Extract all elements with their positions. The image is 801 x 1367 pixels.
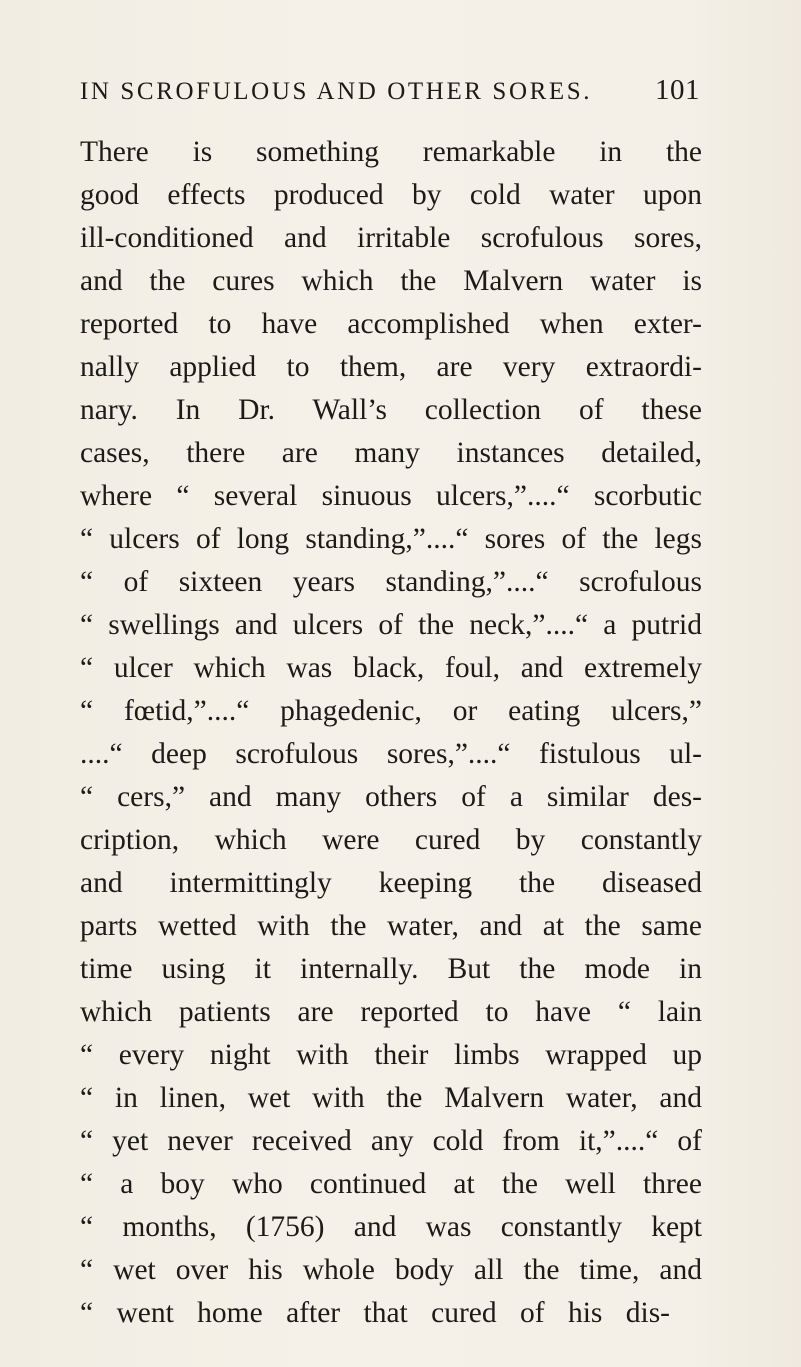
text-line: good effects produced by cold water upon xyxy=(80,179,702,211)
page-number: 101 xyxy=(655,74,700,106)
text-line: “ every night with their limbs wrapped up xyxy=(80,1039,702,1071)
text-line: nally applied to them, are very extraordi- xyxy=(80,351,702,383)
text-line: ....“ deep scrofulous sores,”....“ fistulous ul- xyxy=(80,738,702,770)
text-line: “ in linen, wet with the Malvern water, and xyxy=(80,1082,702,1114)
text-line: time using it internally. But the mode in xyxy=(80,953,702,985)
text-line: and the cures which the Malvern water is xyxy=(80,265,702,297)
body-paragraph xyxy=(80,131,702,1335)
running-title: IN SCROFULOUS AND OTHER SORES. xyxy=(80,78,593,105)
text-line: nary. In Dr. Wall’s collection of these xyxy=(80,394,702,426)
text-line: “ went home after that cured of his dis- xyxy=(80,1297,671,1329)
text-line: which patients are reported to have “ lain xyxy=(80,996,702,1028)
text-line: reported to have accomplished when exter- xyxy=(80,308,702,340)
text-line: “ ulcers of long standing,”....“ sores of the legs xyxy=(80,523,702,555)
text-line: cases, there are many instances detailed, xyxy=(80,437,702,469)
text-line: and intermittingly keeping the diseased xyxy=(80,867,702,899)
text-line: “ months, (1756) and was constantly kept xyxy=(80,1211,702,1243)
text-line: “ ulcer which was black, foul, and extremely xyxy=(80,652,702,684)
text-line: “ yet never received any cold from it,”....“ of xyxy=(80,1125,702,1157)
text-line: where “ several sinuous ulcers,”....“ scorbutic xyxy=(80,480,702,512)
text-line: ill-conditioned and irritable scrofulous sores, xyxy=(80,222,702,254)
text-line: “ swellings and ulcers of the neck,”....“ a putrid xyxy=(80,609,702,641)
running-head xyxy=(80,74,700,114)
text-line: “ a boy who continued at the well three xyxy=(80,1168,702,1200)
text-line: “ of sixteen years standing,”....“ scrofulous xyxy=(80,566,702,598)
text-line: “ wet over his whole body all the time, and xyxy=(80,1254,702,1286)
text-line: “ cers,” and many others of a similar des- xyxy=(80,781,702,813)
text-line: “ fœtid,”....“ phagedenic, or eating ulcers,” xyxy=(80,695,702,727)
text-line: cription, which were cured by constantly xyxy=(80,824,702,856)
text-line: parts wetted with the water, and at the same xyxy=(80,910,702,942)
text-line: There is something remarkable in the xyxy=(80,136,702,168)
